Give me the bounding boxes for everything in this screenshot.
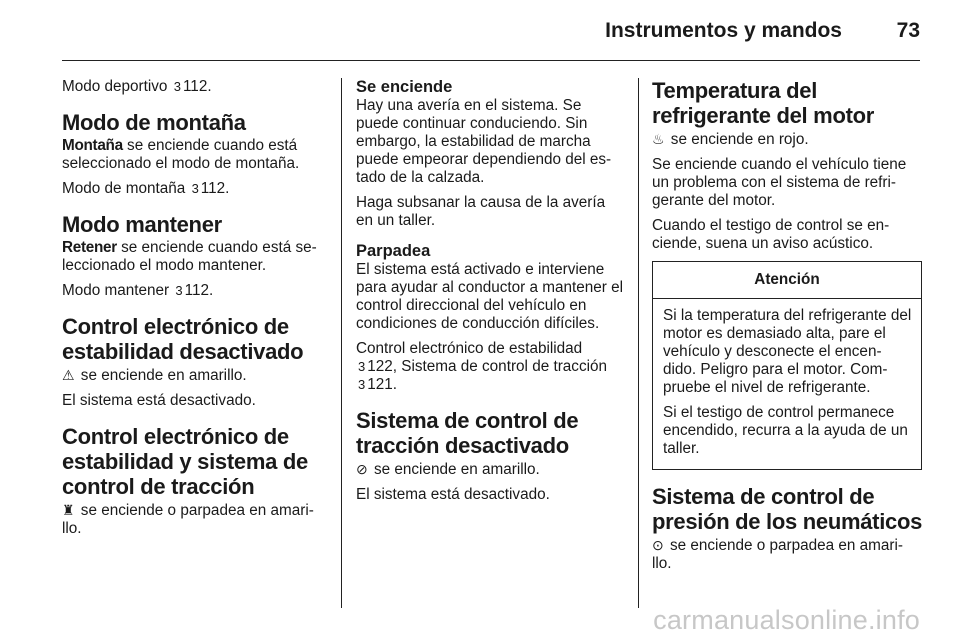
hold-mode-ref: Modo mantener 3 112. <box>62 282 214 299</box>
esc-tc-icon: ♜ <box>62 502 75 518</box>
section-heading: Control electrónico de estabilidad desactivado <box>62 314 304 364</box>
column-1 <box>62 78 328 545</box>
paragraph: Montaña se enciende cuando está seleccionado el modo de montaña. <box>62 137 300 172</box>
paragraph: Retener se enciende cuando está se-leccionado el modo mantener. <box>62 239 317 274</box>
subheading: Parpadea <box>356 242 431 260</box>
page-link[interactable]: 122, Sistema de control de tracción <box>367 358 608 375</box>
page-ref-icon: 3 <box>175 283 183 298</box>
paragraph: El sistema está desactivado. <box>62 392 256 409</box>
column-2 <box>356 78 626 511</box>
page-header <box>0 0 960 60</box>
caution-title: Atención <box>653 262 921 299</box>
paragraph: Cuando el testigo de control se en-ciende, suena un aviso acústico. <box>652 217 890 252</box>
section-heading: Sistema de control de tracción desactivado <box>356 408 579 458</box>
section-heading: Modo mantener <box>62 212 222 237</box>
coolant-temperature-icon: ♨ <box>652 131 665 147</box>
section-heading: Modo de montaña <box>62 110 246 135</box>
page-ref-icon: 3 <box>191 181 199 196</box>
paragraph: El sistema está activado e interviene para ayudar al conductor a mantener el control direccional del vehículo en condiciones de conducción difíciles. <box>356 261 624 332</box>
watermark: carmanualsonline.info <box>653 605 920 635</box>
paragraph: ♨ se enciende en rojo. <box>652 131 809 148</box>
page-link[interactable]: 112. <box>182 78 212 95</box>
column-divider <box>341 78 342 608</box>
esc-off-icon: ⚠ <box>62 367 75 383</box>
caution-body <box>653 299 921 469</box>
header-divider <box>62 60 920 61</box>
page-link[interactable]: 112. <box>200 180 230 197</box>
page-link[interactable]: 121. <box>367 376 398 393</box>
page-link[interactable]: 112. <box>184 282 214 299</box>
header-title: Instrumentos y mandos <box>605 19 842 42</box>
column-divider <box>638 78 639 608</box>
sport-mode-ref: Modo deportivo 3 112. <box>62 78 212 95</box>
tire-pressure-icon: ⊙ <box>652 537 664 553</box>
paragraph: ⊙ se enciende o parpadea en amari-llo. <box>652 537 903 572</box>
paragraph: El sistema está desactivado. <box>356 486 550 503</box>
page-ref-icon: 3 <box>358 377 366 392</box>
page-number: 73 <box>896 19 920 42</box>
paragraph: Si la temperatura del refrigerante del motor es demasiado alta, pare el vehículo y desconecte el encen-dido. Peligro para el motor. Com-pruebe el nivel de refrigerante. <box>663 307 912 396</box>
section-heading: Sistema de control de presión de los neumáticos <box>652 484 923 534</box>
subheading: Se enciende <box>356 78 453 96</box>
paragraph: ⊘ se enciende en amarillo. <box>356 461 540 478</box>
paragraph: ♜ se enciende o parpadea en amari-llo. <box>62 502 314 537</box>
paragraph: Haga subsanar la causa de la avería en un taller. <box>356 194 606 229</box>
paragraph: Si el testigo de control permanece encendido, recurra a la ayuda de un taller. <box>663 404 908 457</box>
paragraph: Hay una avería en el sistema. Se puede continuar conduciendo. Sin embargo, la estabilidad de marcha puede empeorar dependiendo del es-tado de la calzada. <box>356 97 612 186</box>
section-heading: Control electrónico de estabilidad y sistema de control de tracción <box>62 424 308 499</box>
paragraph: Control electrónico de estabilidad 3 122, Sistema de control de tracción 3 121. <box>356 340 608 393</box>
caution-box <box>652 261 922 470</box>
page-ref-icon: 3 <box>358 359 366 374</box>
paragraph: ⚠ se enciende en amarillo. <box>62 367 247 384</box>
tc-off-icon: ⊘ <box>356 461 368 477</box>
column-3 <box>652 78 922 580</box>
page-ref-icon: 3 <box>173 79 181 94</box>
mountain-mode-ref: Modo de montaña 3 112. <box>62 180 230 197</box>
paragraph: Se enciende cuando el vehículo tiene un problema con el sistema de refri-gerante del motor. <box>652 156 907 209</box>
section-heading: Temperatura del refrigerante del motor <box>652 78 875 128</box>
